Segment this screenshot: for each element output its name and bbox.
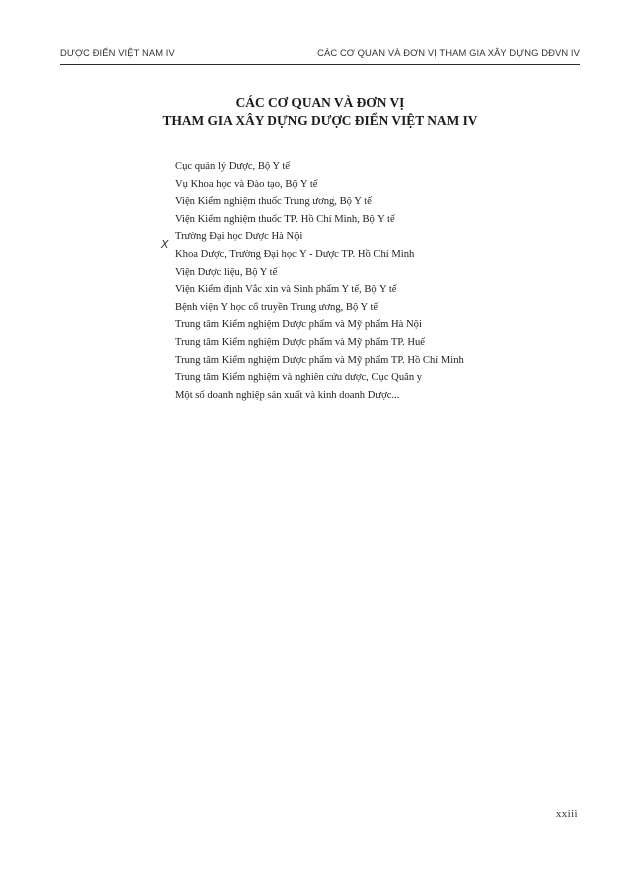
organization-item: Trung tâm Kiểm nghiệm Dược phẩm và Mỹ phẩm TP. Hồ Chí Minh: [175, 354, 464, 366]
organization-item: Viện Kiểm nghiệm thuốc TP. Hồ Chí Minh, Bộ Y tế: [175, 213, 395, 225]
page-title-line-1: CÁC CƠ QUAN VÀ ĐƠN VỊ: [235, 95, 405, 110]
organization-item: Một số doanh nghiệp sản xuất và kinh doanh Dược...: [175, 389, 400, 401]
organization-list: [175, 158, 464, 404]
page-title: [60, 94, 580, 130]
organization-item: Viện Kiểm định Vắc xin và Sinh phẩm Y tế, Bộ Y tế: [175, 284, 397, 296]
page-number: xxiii: [555, 808, 578, 820]
running-header-left: DƯỢC ĐIỂN VIỆT NAM IV: [60, 47, 175, 58]
organization-item: Vụ Khoa học và Đào tạo, Bộ Y tế: [175, 178, 318, 190]
organization-item: Viện Kiểm nghiệm thuốc Trung ương, Bộ Y tế: [175, 196, 372, 208]
organization-item: Viện Dược liệu, Bộ Y tế: [175, 266, 278, 278]
organization-item: Trung tâm Kiểm nghiệm Dược phẩm và Mỹ phẩm TP. Huế: [175, 336, 425, 348]
organization-item: Khoa Dược, Trường Đại học Y - Dược TP. Hồ Chí Minh: [175, 248, 415, 260]
organization-item: Trung tâm Kiểm nghiệm Dược phẩm và Mỹ phẩm Hà Nội: [175, 319, 422, 331]
running-header-right: CÁC CƠ QUAN VÀ ĐƠN VỊ THAM GIA XÂY DỰNG DĐVN IV: [317, 47, 580, 58]
handwritten-x-mark: X: [161, 238, 169, 251]
page-title-line-2: THAM GIA XÂY DỰNG DƯỢC ĐIỂN VIỆT NAM IV: [162, 113, 478, 128]
organization-item: Bệnh viện Y học cổ truyền Trung ương, Bộ Y tế: [175, 301, 379, 313]
running-header: [60, 42, 580, 65]
organization-item: Trung tâm Kiểm nghiệm và nghiên cứu dược, Cục Quân y: [175, 372, 423, 384]
organization-item: Cục quản lý Dược, Bộ Y tế: [175, 161, 291, 172]
organization-item: Trường Đại học Dược Hà Nội: [175, 231, 303, 243]
